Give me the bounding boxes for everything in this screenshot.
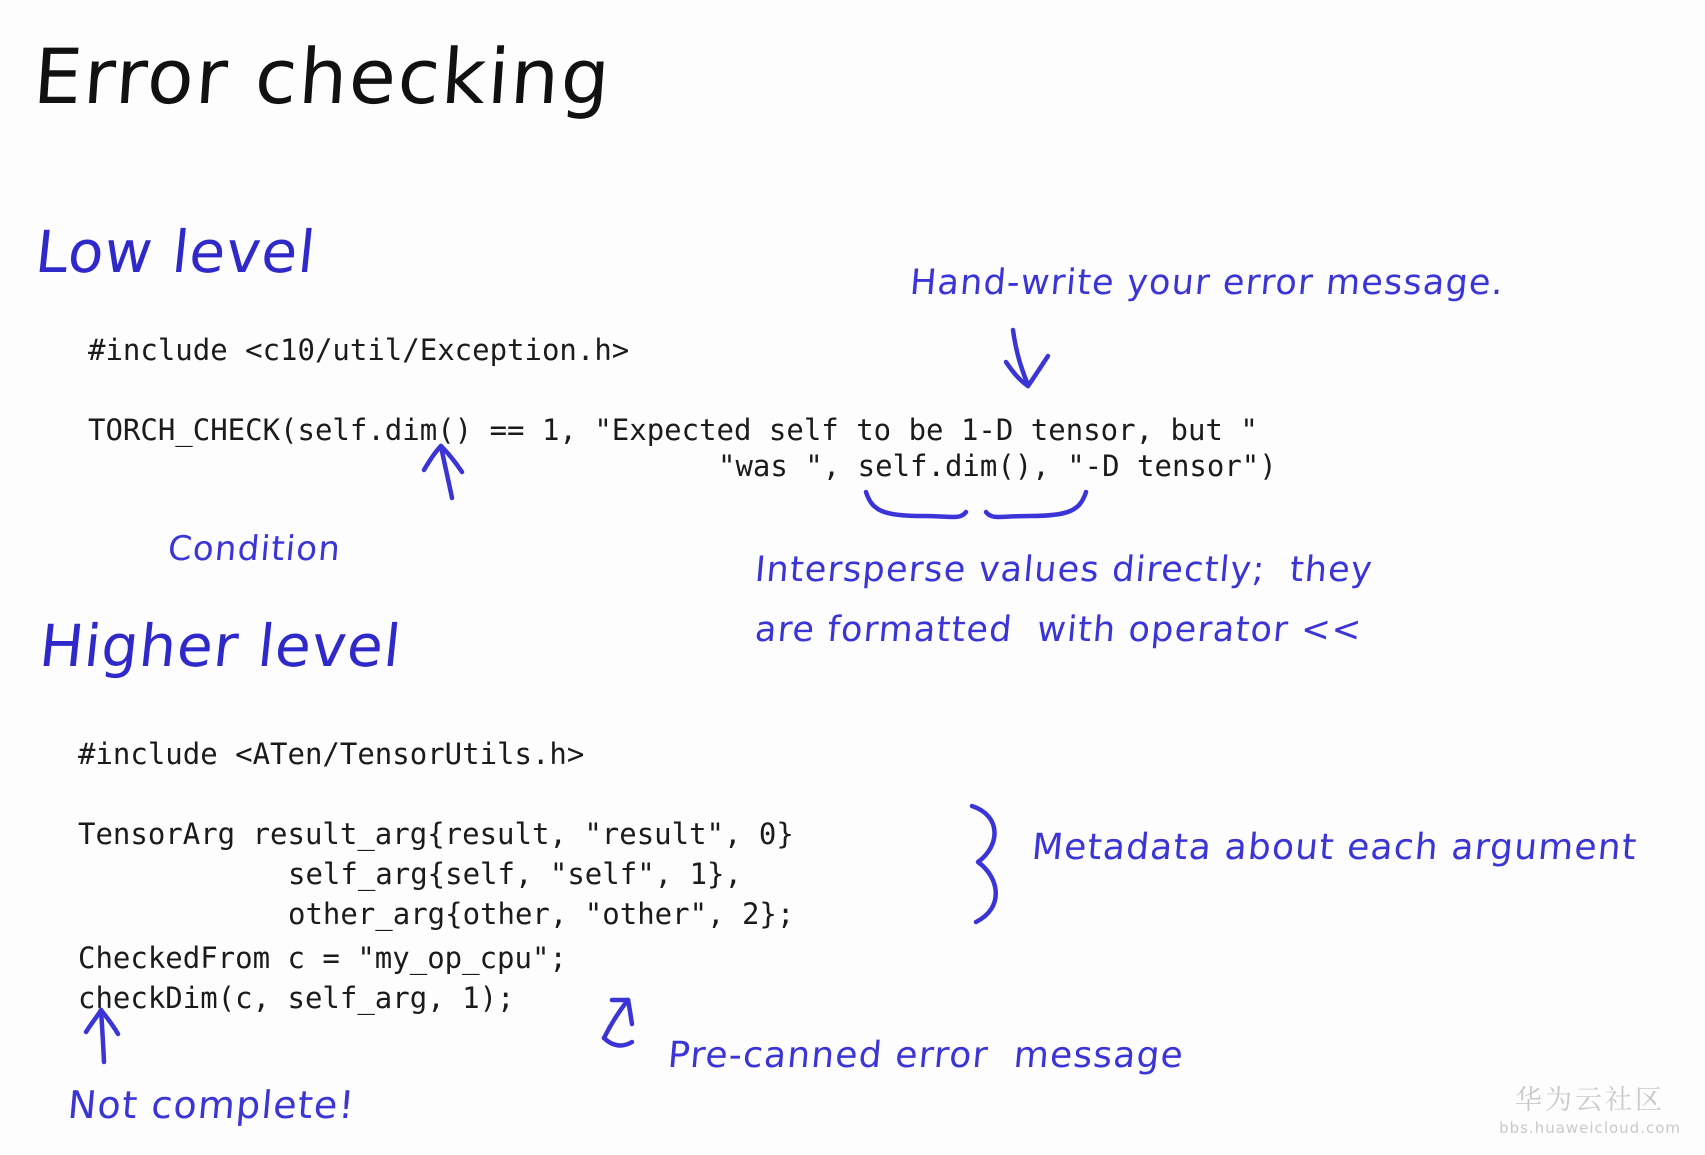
code-higher-include: #include <ATen/TensorUtils.h> <box>78 737 585 771</box>
annotation-not-complete: Not complete! <box>66 1083 357 1127</box>
brace-right-icon <box>972 806 996 922</box>
watermark-title: 华为云社区 <box>1515 1085 1666 1116</box>
code-torch-check-line1: TORCH_CHECK(self.dim() == 1, "Expected self to be 1-D tensor, but " <box>88 413 1258 447</box>
annotation-condition: Condition <box>166 529 343 569</box>
annotation-intersperse-line2: are formatted with operator << <box>753 610 1364 650</box>
section-heading-higher-level: Higher level <box>36 612 405 680</box>
code-tensorarg-line2: self_arg{self, "self", 1}, <box>288 857 742 891</box>
code-tensorarg-line3: other_arg{other, "other", 2}; <box>288 897 795 931</box>
code-checkedfrom-line: CheckedFrom c = "my_op_cpu"; <box>78 941 567 975</box>
code-torch-check-line2: "was ", self.dim(), "-D tensor") <box>718 449 1277 483</box>
arrow-up-not-complete-icon <box>86 1010 118 1062</box>
page-title: Error checking <box>30 32 615 121</box>
brace-underline-icon <box>866 492 1086 517</box>
section-heading-low-level: Low level <box>32 218 320 286</box>
arrow-precanned-icon <box>604 1000 632 1045</box>
arrow-down-icon <box>1006 330 1048 386</box>
annotation-metadata: Metadata about each argument <box>1030 827 1639 868</box>
annotation-precanned: Pre-canned error message <box>666 1035 1186 1076</box>
watermark <box>1499 1078 1681 1137</box>
annotation-intersperse-line1: Intersperse values directly; they <box>753 550 1375 590</box>
arrow-up-condition-icon <box>424 446 462 498</box>
annotation-hand-write: Hand-write your error message. <box>908 263 1506 303</box>
watermark-url: bbs.huaweicloud.com <box>1499 1119 1681 1137</box>
code-low-include: #include <c10/util/Exception.h> <box>88 333 630 367</box>
code-checkdim-line: checkDim(c, self_arg, 1); <box>78 981 515 1015</box>
code-tensorarg-line1: TensorArg result_arg{result, "result", 0} <box>78 817 794 851</box>
